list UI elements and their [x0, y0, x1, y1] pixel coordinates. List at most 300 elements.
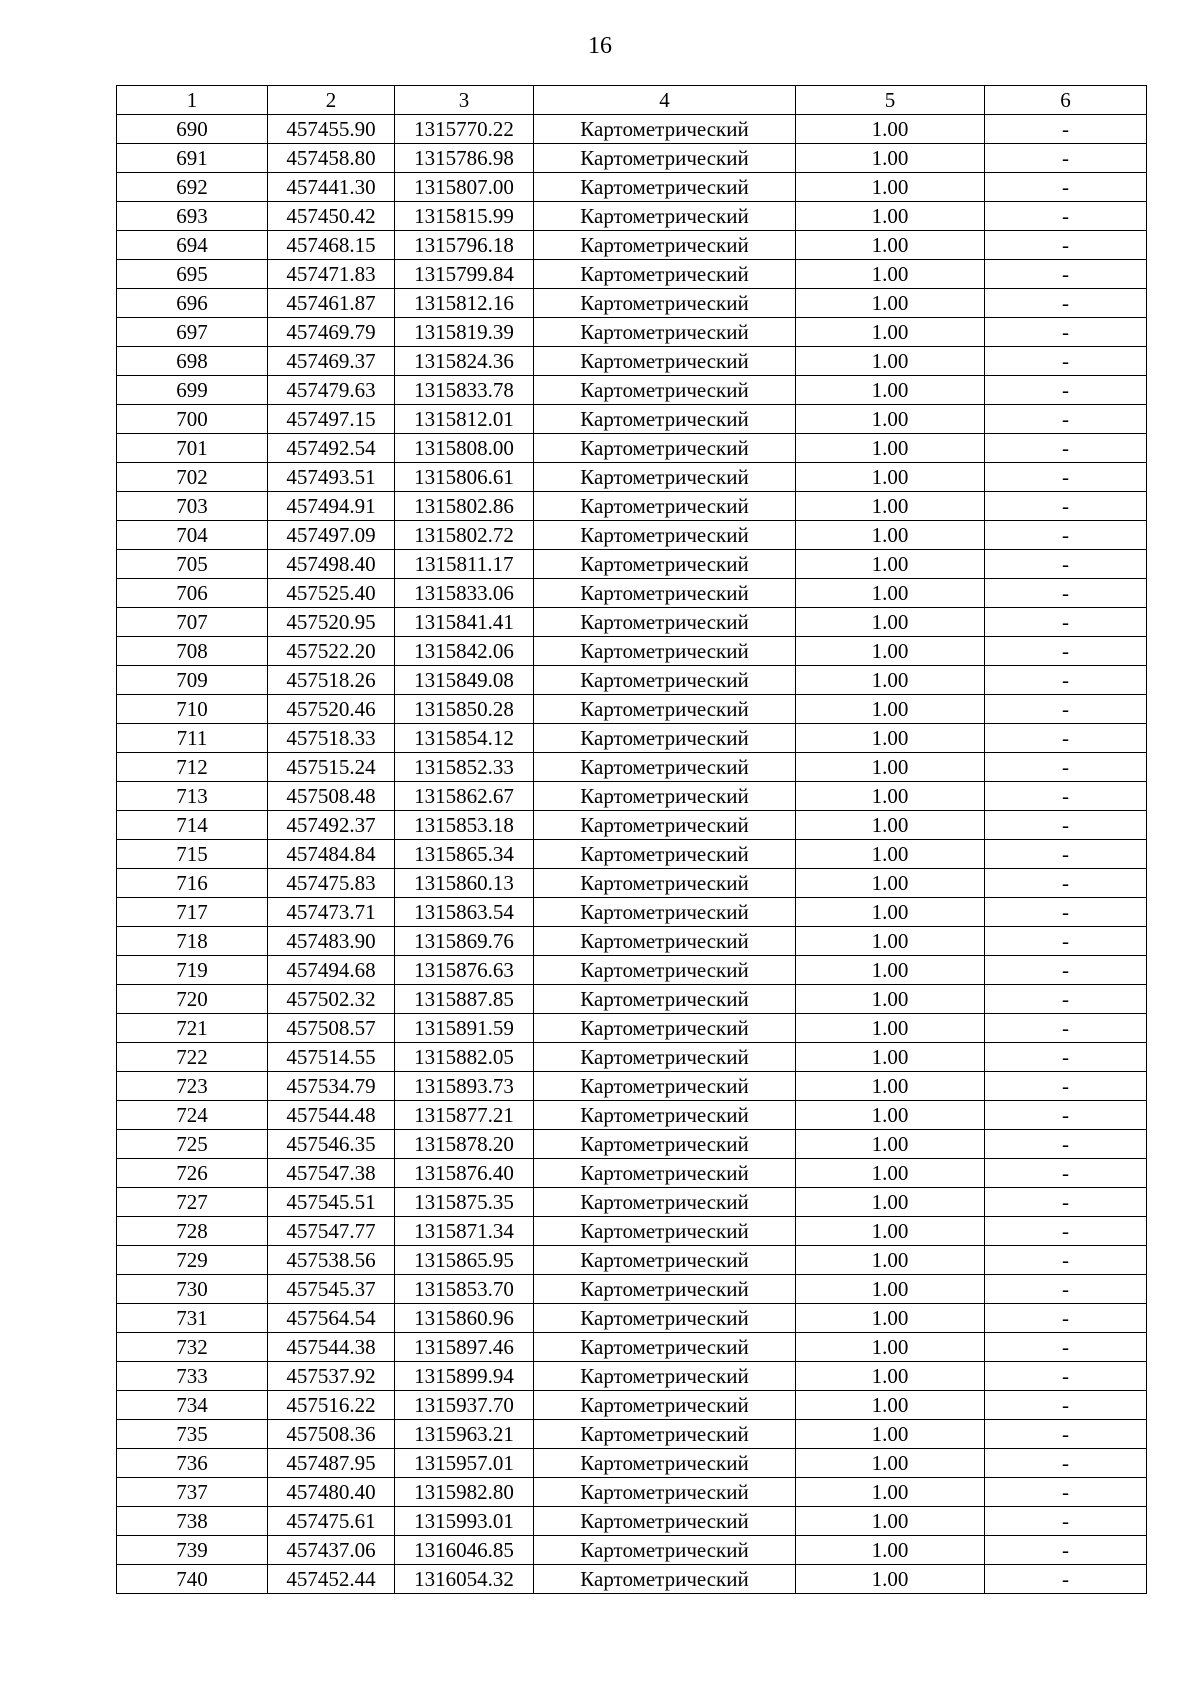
- accuracy-cell: 1.00: [796, 1420, 985, 1449]
- y-coordinate-cell: 1316046.85: [395, 1536, 534, 1565]
- y-coordinate-cell: 1315812.01: [395, 405, 534, 434]
- accuracy-cell: 1.00: [796, 956, 985, 985]
- table-row: [117, 1449, 1147, 1478]
- method-cell: Картометрический: [534, 985, 796, 1014]
- table-row: [117, 1217, 1147, 1246]
- description-cell: -: [985, 1304, 1147, 1333]
- point-number-cell: 732: [117, 1333, 268, 1362]
- point-number-cell: 721: [117, 1014, 268, 1043]
- table-row: [117, 463, 1147, 492]
- table-row: [117, 985, 1147, 1014]
- accuracy-cell: 1.00: [796, 1043, 985, 1072]
- y-coordinate-cell: 1315865.34: [395, 840, 534, 869]
- y-coordinate-cell: 1315860.13: [395, 869, 534, 898]
- y-coordinate-cell: 1315899.94: [395, 1362, 534, 1391]
- x-coordinate-cell: 457516.22: [268, 1391, 395, 1420]
- accuracy-cell: 1.00: [796, 782, 985, 811]
- x-coordinate-cell: 457452.44: [268, 1565, 395, 1594]
- x-coordinate-cell: 457468.15: [268, 231, 395, 260]
- description-cell: -: [985, 1362, 1147, 1391]
- description-cell: -: [985, 782, 1147, 811]
- y-coordinate-cell: 1315802.86: [395, 492, 534, 521]
- point-number-cell: 734: [117, 1391, 268, 1420]
- point-number-cell: 694: [117, 231, 268, 260]
- method-cell: Картометрический: [534, 608, 796, 637]
- table-row: [117, 115, 1147, 144]
- y-coordinate-cell: 1315982.80: [395, 1478, 534, 1507]
- accuracy-cell: 1.00: [796, 1275, 985, 1304]
- x-coordinate-cell: 457537.92: [268, 1362, 395, 1391]
- x-coordinate-cell: 457487.95: [268, 1449, 395, 1478]
- column-header-6: 6: [985, 86, 1147, 115]
- point-number-cell: 723: [117, 1072, 268, 1101]
- accuracy-cell: 1.00: [796, 347, 985, 376]
- y-coordinate-cell: 1315876.63: [395, 956, 534, 985]
- description-cell: -: [985, 231, 1147, 260]
- method-cell: Картометрический: [534, 1362, 796, 1391]
- y-coordinate-cell: 1315865.95: [395, 1246, 534, 1275]
- y-coordinate-cell: 1315862.67: [395, 782, 534, 811]
- point-number-cell: 707: [117, 608, 268, 637]
- y-coordinate-cell: 1315808.00: [395, 434, 534, 463]
- x-coordinate-cell: 457498.40: [268, 550, 395, 579]
- x-coordinate-cell: 457538.56: [268, 1246, 395, 1275]
- table-row: [117, 1043, 1147, 1072]
- table-row: [117, 1391, 1147, 1420]
- method-cell: Картометрический: [534, 318, 796, 347]
- method-cell: Картометрический: [534, 231, 796, 260]
- table-row: [117, 376, 1147, 405]
- point-number-cell: 705: [117, 550, 268, 579]
- y-coordinate-cell: 1315833.78: [395, 376, 534, 405]
- method-cell: Картометрический: [534, 956, 796, 985]
- description-cell: -: [985, 666, 1147, 695]
- description-cell: -: [985, 985, 1147, 1014]
- method-cell: Картометрический: [534, 173, 796, 202]
- x-coordinate-cell: 457547.38: [268, 1159, 395, 1188]
- x-coordinate-cell: 457544.38: [268, 1333, 395, 1362]
- x-coordinate-cell: 457483.90: [268, 927, 395, 956]
- point-number-cell: 700: [117, 405, 268, 434]
- method-cell: Картометрический: [534, 1449, 796, 1478]
- point-number-cell: 739: [117, 1536, 268, 1565]
- method-cell: Картометрический: [534, 376, 796, 405]
- table-row: [117, 1507, 1147, 1536]
- description-cell: -: [985, 492, 1147, 521]
- table-row: [117, 811, 1147, 840]
- y-coordinate-cell: 1315802.72: [395, 521, 534, 550]
- x-coordinate-cell: 457544.48: [268, 1101, 395, 1130]
- point-number-cell: 736: [117, 1449, 268, 1478]
- description-cell: -: [985, 1536, 1147, 1565]
- point-number-cell: 713: [117, 782, 268, 811]
- y-coordinate-cell: 1315871.34: [395, 1217, 534, 1246]
- description-cell: -: [985, 1188, 1147, 1217]
- accuracy-cell: 1.00: [796, 405, 985, 434]
- y-coordinate-cell: 1315963.21: [395, 1420, 534, 1449]
- table-row: [117, 231, 1147, 260]
- accuracy-cell: 1.00: [796, 1391, 985, 1420]
- x-coordinate-cell: 457545.51: [268, 1188, 395, 1217]
- method-cell: Картометрический: [534, 1565, 796, 1594]
- table-row: [117, 144, 1147, 173]
- x-coordinate-cell: 457441.30: [268, 173, 395, 202]
- table-row: [117, 927, 1147, 956]
- y-coordinate-cell: 1315869.76: [395, 927, 534, 956]
- method-cell: Картометрический: [534, 521, 796, 550]
- y-coordinate-cell: 1315897.46: [395, 1333, 534, 1362]
- accuracy-cell: 1.00: [796, 1565, 985, 1594]
- x-coordinate-cell: 457492.37: [268, 811, 395, 840]
- point-number-cell: 722: [117, 1043, 268, 1072]
- table-row: [117, 1159, 1147, 1188]
- description-cell: -: [985, 434, 1147, 463]
- table-row: [117, 405, 1147, 434]
- method-cell: Картометрический: [534, 637, 796, 666]
- accuracy-cell: 1.00: [796, 927, 985, 956]
- table-row: [117, 637, 1147, 666]
- description-cell: -: [985, 173, 1147, 202]
- description-cell: -: [985, 347, 1147, 376]
- accuracy-cell: 1.00: [796, 898, 985, 927]
- description-cell: -: [985, 724, 1147, 753]
- description-cell: -: [985, 1507, 1147, 1536]
- description-cell: -: [985, 869, 1147, 898]
- method-cell: Картометрический: [534, 753, 796, 782]
- accuracy-cell: 1.00: [796, 1536, 985, 1565]
- x-coordinate-cell: 457469.79: [268, 318, 395, 347]
- table-row: [117, 289, 1147, 318]
- method-cell: Картометрический: [534, 289, 796, 318]
- y-coordinate-cell: 1315811.17: [395, 550, 534, 579]
- table-header-row: [117, 86, 1147, 115]
- x-coordinate-cell: 457469.37: [268, 347, 395, 376]
- accuracy-cell: 1.00: [796, 985, 985, 1014]
- method-cell: Картометрический: [534, 1275, 796, 1304]
- description-cell: -: [985, 1014, 1147, 1043]
- y-coordinate-cell: 1315770.22: [395, 115, 534, 144]
- point-number-cell: 692: [117, 173, 268, 202]
- accuracy-cell: 1.00: [796, 1014, 985, 1043]
- point-number-cell: 731: [117, 1304, 268, 1333]
- method-cell: Картометрический: [534, 695, 796, 724]
- y-coordinate-cell: 1315815.99: [395, 202, 534, 231]
- table-row: [117, 1101, 1147, 1130]
- table-row: [117, 1536, 1147, 1565]
- method-cell: Картометрический: [534, 1188, 796, 1217]
- description-cell: -: [985, 1449, 1147, 1478]
- table-row: [117, 724, 1147, 753]
- x-coordinate-cell: 457508.48: [268, 782, 395, 811]
- table-row: [117, 550, 1147, 579]
- table-row: [117, 1072, 1147, 1101]
- x-coordinate-cell: 457547.77: [268, 1217, 395, 1246]
- table-row: [117, 666, 1147, 695]
- method-cell: Картометрический: [534, 115, 796, 144]
- method-cell: Картометрический: [534, 1246, 796, 1275]
- description-cell: -: [985, 405, 1147, 434]
- accuracy-cell: 1.00: [796, 1072, 985, 1101]
- accuracy-cell: 1.00: [796, 637, 985, 666]
- y-coordinate-cell: 1315807.00: [395, 173, 534, 202]
- accuracy-cell: 1.00: [796, 144, 985, 173]
- point-number-cell: 693: [117, 202, 268, 231]
- point-number-cell: 728: [117, 1217, 268, 1246]
- method-cell: Картометрический: [534, 1507, 796, 1536]
- description-cell: -: [985, 956, 1147, 985]
- table-row: [117, 202, 1147, 231]
- x-coordinate-cell: 457497.09: [268, 521, 395, 550]
- point-number-cell: 729: [117, 1246, 268, 1275]
- method-cell: Картометрический: [534, 811, 796, 840]
- method-cell: Картометрический: [534, 463, 796, 492]
- x-coordinate-cell: 457515.24: [268, 753, 395, 782]
- description-cell: -: [985, 608, 1147, 637]
- table-row: [117, 1246, 1147, 1275]
- table-row: [117, 753, 1147, 782]
- description-cell: -: [985, 260, 1147, 289]
- description-cell: -: [985, 1217, 1147, 1246]
- point-number-cell: 703: [117, 492, 268, 521]
- method-cell: Картометрический: [534, 1217, 796, 1246]
- accuracy-cell: 1.00: [796, 869, 985, 898]
- table-row: [117, 1014, 1147, 1043]
- x-coordinate-cell: 457508.36: [268, 1420, 395, 1449]
- y-coordinate-cell: 1315796.18: [395, 231, 534, 260]
- point-number-cell: 701: [117, 434, 268, 463]
- point-number-cell: 696: [117, 289, 268, 318]
- x-coordinate-cell: 457492.54: [268, 434, 395, 463]
- y-coordinate-cell: 1315841.41: [395, 608, 534, 637]
- x-coordinate-cell: 457534.79: [268, 1072, 395, 1101]
- method-cell: Картометрический: [534, 840, 796, 869]
- table-row: [117, 318, 1147, 347]
- y-coordinate-cell: 1315891.59: [395, 1014, 534, 1043]
- description-cell: -: [985, 463, 1147, 492]
- description-cell: -: [985, 318, 1147, 347]
- page-number: 16: [588, 33, 612, 59]
- description-cell: -: [985, 1246, 1147, 1275]
- table-row: [117, 898, 1147, 927]
- column-header-1: 1: [117, 86, 268, 115]
- method-cell: Картометрический: [534, 1478, 796, 1507]
- y-coordinate-cell: 1315806.61: [395, 463, 534, 492]
- table-row: [117, 1130, 1147, 1159]
- y-coordinate-cell: 1315819.39: [395, 318, 534, 347]
- method-cell: Картометрический: [534, 927, 796, 956]
- accuracy-cell: 1.00: [796, 289, 985, 318]
- accuracy-cell: 1.00: [796, 115, 985, 144]
- y-coordinate-cell: 1315893.73: [395, 1072, 534, 1101]
- y-coordinate-cell: 1315812.16: [395, 289, 534, 318]
- table-row: [117, 492, 1147, 521]
- point-number-cell: 697: [117, 318, 268, 347]
- accuracy-cell: 1.00: [796, 376, 985, 405]
- x-coordinate-cell: 457518.26: [268, 666, 395, 695]
- point-number-cell: 727: [117, 1188, 268, 1217]
- point-number-cell: 710: [117, 695, 268, 724]
- description-cell: -: [985, 202, 1147, 231]
- accuracy-cell: 1.00: [796, 608, 985, 637]
- description-cell: -: [985, 1565, 1147, 1594]
- y-coordinate-cell: 1315887.85: [395, 985, 534, 1014]
- x-coordinate-cell: 457494.91: [268, 492, 395, 521]
- table-row: [117, 840, 1147, 869]
- point-number-cell: 695: [117, 260, 268, 289]
- method-cell: Картометрический: [534, 1043, 796, 1072]
- x-coordinate-cell: 457479.63: [268, 376, 395, 405]
- description-cell: -: [985, 1333, 1147, 1362]
- accuracy-cell: 1.00: [796, 173, 985, 202]
- x-coordinate-cell: 457475.83: [268, 869, 395, 898]
- method-cell: Картометрический: [534, 1014, 796, 1043]
- description-cell: -: [985, 637, 1147, 666]
- table-row: [117, 782, 1147, 811]
- point-number-cell: 718: [117, 927, 268, 956]
- description-cell: -: [985, 1391, 1147, 1420]
- table-row: [117, 434, 1147, 463]
- x-coordinate-cell: 457461.87: [268, 289, 395, 318]
- x-coordinate-cell: 457522.20: [268, 637, 395, 666]
- y-coordinate-cell: 1315877.21: [395, 1101, 534, 1130]
- y-coordinate-cell: 1315854.12: [395, 724, 534, 753]
- x-coordinate-cell: 457546.35: [268, 1130, 395, 1159]
- method-cell: Картометрический: [534, 434, 796, 463]
- accuracy-cell: 1.00: [796, 1304, 985, 1333]
- x-coordinate-cell: 457514.55: [268, 1043, 395, 1072]
- accuracy-cell: 1.00: [796, 231, 985, 260]
- y-coordinate-cell: 1315786.98: [395, 144, 534, 173]
- point-number-cell: 715: [117, 840, 268, 869]
- description-cell: -: [985, 1159, 1147, 1188]
- point-number-cell: 719: [117, 956, 268, 985]
- y-coordinate-cell: 1315875.35: [395, 1188, 534, 1217]
- y-coordinate-cell: 1315824.36: [395, 347, 534, 376]
- y-coordinate-cell: 1315863.54: [395, 898, 534, 927]
- description-cell: -: [985, 927, 1147, 956]
- column-header-3: 3: [395, 86, 534, 115]
- y-coordinate-cell: 1315799.84: [395, 260, 534, 289]
- method-cell: Картометрический: [534, 869, 796, 898]
- table-row: [117, 1362, 1147, 1391]
- point-number-cell: 712: [117, 753, 268, 782]
- point-number-cell: 730: [117, 1275, 268, 1304]
- description-cell: -: [985, 898, 1147, 927]
- x-coordinate-cell: 457458.80: [268, 144, 395, 173]
- point-number-cell: 717: [117, 898, 268, 927]
- x-coordinate-cell: 457480.40: [268, 1478, 395, 1507]
- table-row: [117, 695, 1147, 724]
- x-coordinate-cell: 457508.57: [268, 1014, 395, 1043]
- method-cell: Картометрический: [534, 724, 796, 753]
- method-cell: Картометрический: [534, 1101, 796, 1130]
- point-number-cell: 704: [117, 521, 268, 550]
- accuracy-cell: 1.00: [796, 753, 985, 782]
- description-cell: -: [985, 1420, 1147, 1449]
- accuracy-cell: 1.00: [796, 1188, 985, 1217]
- x-coordinate-cell: 457437.06: [268, 1536, 395, 1565]
- x-coordinate-cell: 457518.33: [268, 724, 395, 753]
- accuracy-cell: 1.00: [796, 1478, 985, 1507]
- description-cell: -: [985, 376, 1147, 405]
- point-number-cell: 738: [117, 1507, 268, 1536]
- description-cell: -: [985, 840, 1147, 869]
- table-row: [117, 347, 1147, 376]
- y-coordinate-cell: 1315957.01: [395, 1449, 534, 1478]
- accuracy-cell: 1.00: [796, 260, 985, 289]
- method-cell: Картометрический: [534, 1304, 796, 1333]
- point-number-cell: 737: [117, 1478, 268, 1507]
- description-cell: -: [985, 1478, 1147, 1507]
- accuracy-cell: 1.00: [796, 579, 985, 608]
- y-coordinate-cell: 1315842.06: [395, 637, 534, 666]
- x-coordinate-cell: 457494.68: [268, 956, 395, 985]
- accuracy-cell: 1.00: [796, 1101, 985, 1130]
- accuracy-cell: 1.00: [796, 521, 985, 550]
- table-row: [117, 956, 1147, 985]
- point-number-cell: 690: [117, 115, 268, 144]
- method-cell: Картометрический: [534, 202, 796, 231]
- point-number-cell: 699: [117, 376, 268, 405]
- method-cell: Картометрический: [534, 1333, 796, 1362]
- table-row: [117, 608, 1147, 637]
- description-cell: -: [985, 1275, 1147, 1304]
- y-coordinate-cell: 1315882.05: [395, 1043, 534, 1072]
- table-row: [117, 1275, 1147, 1304]
- point-number-cell: 702: [117, 463, 268, 492]
- description-cell: -: [985, 521, 1147, 550]
- table-row: [117, 1304, 1147, 1333]
- y-coordinate-cell: 1315833.06: [395, 579, 534, 608]
- y-coordinate-cell: 1315853.70: [395, 1275, 534, 1304]
- column-header-5: 5: [796, 86, 985, 115]
- point-number-cell: 709: [117, 666, 268, 695]
- accuracy-cell: 1.00: [796, 1362, 985, 1391]
- accuracy-cell: 1.00: [796, 492, 985, 521]
- description-cell: -: [985, 579, 1147, 608]
- table-row: [117, 173, 1147, 202]
- accuracy-cell: 1.00: [796, 1246, 985, 1275]
- method-cell: Картометрический: [534, 898, 796, 927]
- point-number-cell: 726: [117, 1159, 268, 1188]
- accuracy-cell: 1.00: [796, 840, 985, 869]
- method-cell: Картометрический: [534, 144, 796, 173]
- description-cell: -: [985, 1130, 1147, 1159]
- description-cell: -: [985, 144, 1147, 173]
- table-row: [117, 521, 1147, 550]
- method-cell: Картометрический: [534, 1159, 796, 1188]
- point-number-cell: 711: [117, 724, 268, 753]
- description-cell: -: [985, 1043, 1147, 1072]
- x-coordinate-cell: 457564.54: [268, 1304, 395, 1333]
- point-number-cell: 740: [117, 1565, 268, 1594]
- table-row: [117, 260, 1147, 289]
- accuracy-cell: 1.00: [796, 202, 985, 231]
- table-row: [117, 1333, 1147, 1362]
- point-number-cell: 720: [117, 985, 268, 1014]
- x-coordinate-cell: 457525.40: [268, 579, 395, 608]
- table-row: [117, 869, 1147, 898]
- table-body: [117, 115, 1147, 1594]
- x-coordinate-cell: 457484.84: [268, 840, 395, 869]
- x-coordinate-cell: 457473.71: [268, 898, 395, 927]
- accuracy-cell: 1.00: [796, 695, 985, 724]
- method-cell: Картометрический: [534, 1536, 796, 1565]
- method-cell: Картометрический: [534, 1420, 796, 1449]
- coordinates-table: [116, 85, 1147, 1594]
- y-coordinate-cell: 1315876.40: [395, 1159, 534, 1188]
- accuracy-cell: 1.00: [796, 1507, 985, 1536]
